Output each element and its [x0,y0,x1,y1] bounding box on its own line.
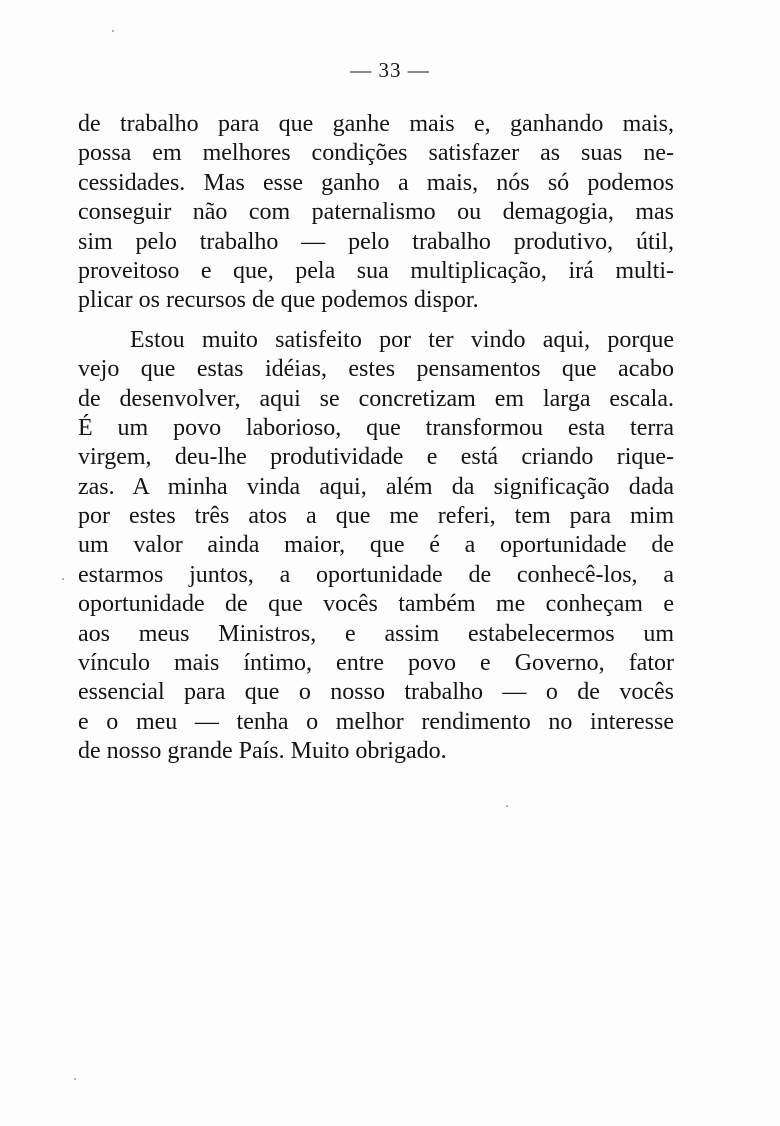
text-line: aos meus Ministros, e assim estabelecermos um [78,620,674,647]
text-line: proveitoso e que, pela sua multiplicação, irá multi- [78,257,674,284]
text-line: essencial para que o nosso trabalho — o de vocês [78,679,674,706]
text-line: conseguir não com paternalismo ou demagogia, mas [78,199,674,226]
text-line: É um povo laborioso, que transformou esta terra [78,414,674,441]
text-line: zas. A minha vinda aqui, além da significação dada [78,473,674,500]
text-line: estarmos juntos, a oportunidade de conhecê-los, a [78,561,674,588]
paper-speck [112,30,114,32]
paper-speck [506,805,508,807]
text-line: sim pelo trabalho — pelo trabalho produtivo, útil, [78,228,674,255]
text-line: de trabalho para que ganhe mais e, ganhando mais, [78,111,674,137]
text-line: vínculo mais íntimo, entre povo e Governo, fator [78,650,674,677]
paragraph-1 [78,110,674,316]
paper-speck [62,578,64,580]
paragraph-2 [78,326,674,767]
text-line: oportunidade de que vocês também me conheçam e [78,591,674,618]
text-line: de nosso grande País. Muito obrigado. [78,738,447,765]
page-number: — 33 — [350,58,430,82]
text-line: vejo que estas idéias, estes pensamentos que acabo [78,356,674,383]
paper-speck [74,1078,76,1080]
text-line: plicar os recursos de que podemos dispor. [78,287,479,314]
body-text [78,110,674,767]
text-line: por estes três atos a que me referi, tem para mim [78,503,674,530]
text-line: cessidades. Mas esse ganho a mais, nós só podemos [78,169,674,196]
text-line: e o meu — tenha o melhor rendimento no interesse [78,708,674,735]
text-line: virgem, deu-lhe produtividade e está criando rique- [78,444,674,471]
text-line: possa em melhores condições satisfazer as suas ne- [78,140,674,167]
text-line: de desenvolver, aqui se concretizam em larga escala. [78,385,674,412]
text-line: Estou muito satisfeito por ter vindo aqui, porque [130,326,674,353]
text-line: um valor ainda maior, que é a oportunidade de [78,532,674,559]
